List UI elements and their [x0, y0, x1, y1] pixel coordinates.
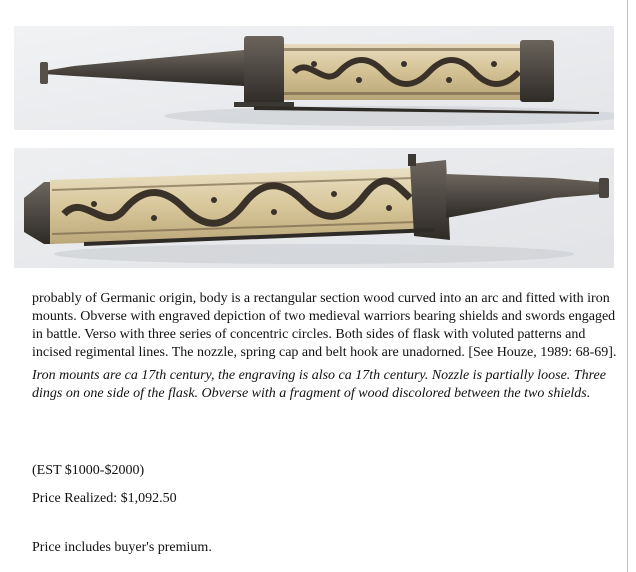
- premium-note: Price includes buyer's premium.: [32, 540, 212, 555]
- page-divider-line: [627, 0, 628, 572]
- price-estimate: (EST $1000-$2000): [32, 463, 145, 478]
- flask-top-view-photo: [14, 26, 614, 130]
- flask-side-view-photo: [14, 148, 614, 268]
- condition-report: Iron mounts are ca 17th century, the engraving is also ca 17th century. Nozzle is partially loose. Three dings on one side of the flask. Obverse with a fragment of wood discolored between the two shields.: [32, 368, 606, 401]
- lot-description: probably of Germanic origin, body is a rectangular section wood curved into an arc and fitted with iron mounts. Obverse with engraved depiction of two medieval warriors bearing shields and swords engaged in battle. Verso with three series of concentric circles. Both sides of flask with voluted patterns and incised regimental lines. The nozzle, spring cap and belt hook are unadorned. [See Houze, 1989: 68-69].: [32, 291, 617, 360]
- price-realized: Price Realized: $1,092.50: [32, 491, 177, 506]
